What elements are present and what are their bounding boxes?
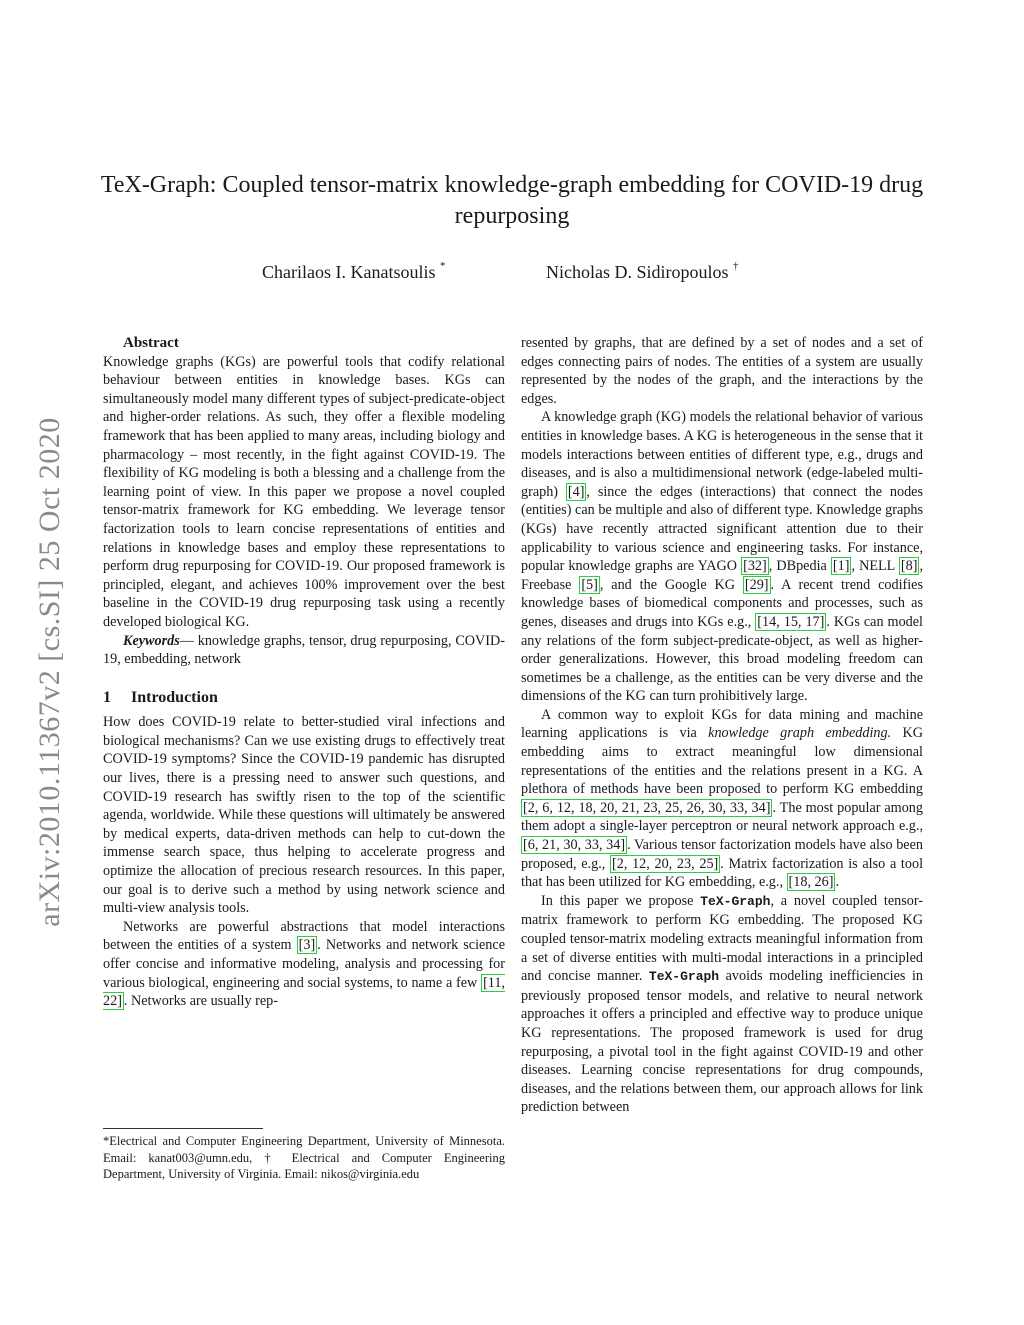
text-run: .	[835, 874, 840, 891]
text-run: In this paper we propose	[541, 892, 701, 909]
author-name: Nicholas D. Sidiropoulos	[546, 262, 729, 282]
keywords-line	[103, 632, 505, 669]
citation-link[interactable]: [32]	[743, 558, 767, 575]
text-run: . Matrix factorization is also a tool that has been utilized for KG embedding, e.g.,	[521, 855, 924, 891]
text-run: A common way to exploit KGs for data mining and machine learning applications is via	[521, 706, 923, 742]
text-run: avoids modeling inefficiencies in previously proposed tensor models, and relative to neural network approaches it offers a principled and effective way to produce unique KG representations. The proposed framework is used for drug repurposing, a pivotal tool in the fight against COVID-19 and other diseases. Learning concise representations for drug compounds, diseases, and the relations between them, our approach allows for link prediction between	[521, 968, 923, 1116]
text-run: , NELL	[851, 558, 899, 575]
text-run: , DBpedia	[768, 558, 831, 575]
arxiv-sidebar-stamp	[30, 372, 70, 972]
abstract-body: Knowledge graphs (KGs) are powerful tools that codify relational behaviour between entities in knowledge bases. KGs can simultaneously model many different types of subject-predicate-object and higher-order relations. As such, they offer a flexible modeling framework that has been applied to many areas, including biology and pharmacology – most recently, in the fight against COVID-19. The flexibility of KG modeling is both a blessing and a challenge from the learning point of view. In this paper we propose a novel coupled tensor-matrix framework for KG embedding. We leverage tensor factorization tools to learn concise representations of entities and relations in knowledge bases and employ these representations to perform drug repurposing for COVID-19. Our proposed framework is principled, elegant, and achieves 100% improvement over the best baseline in the COVID-19 drug repurposing task using a recently developed biological KG.	[103, 353, 505, 630]
text-run: , Freebase	[521, 558, 923, 593]
text-run: Networks are powerful abstractions that model interactions between the entities of a system	[103, 918, 505, 954]
citation-link[interactable]: [18, 26]	[788, 874, 834, 891]
citation-link[interactable]: [29]	[744, 576, 769, 593]
text-run: . Networks are usually rep-	[123, 993, 278, 1010]
affiliation-footnote	[103, 1128, 505, 1183]
author-2	[546, 262, 739, 283]
citation-link[interactable]: [4]	[567, 483, 585, 500]
text-run: KG embedding aims to extract meaningful low dimensional representations of the entities and the relations present in a KG. A plethora of methods have been proposed to perform KG embedding	[521, 725, 923, 798]
author-affiliation-mark: †	[733, 260, 739, 272]
text-run: . A recent trend codifies knowledge bases of biomedical components and processes, such as genes, diseases and drugs into KGs e.g.,	[521, 576, 923, 630]
section-heading-introduction	[103, 689, 505, 708]
right-column	[521, 334, 923, 1117]
citation-link[interactable]: [2, 12, 20, 23, 25]	[612, 855, 719, 872]
emphasis-text: knowledge graph embedding.	[708, 725, 892, 742]
keywords-text: — knowledge graphs, tensor, drug repurposing, COVID-19, embedding, network	[103, 632, 505, 668]
method-name: TeX-Graph	[648, 969, 720, 985]
citation-link[interactable]: [5]	[581, 576, 598, 593]
text-run: . KGs can model any relations of the form subject-predicate-object, as well as higher-order generalizations. However, this broad modeling freedom can sometimes be a challenge, as the entities can be very diverse and the dimensions of the KG can turn prohibitively large.	[521, 613, 923, 705]
citation-link[interactable]: [14, 15, 17]	[757, 613, 825, 630]
left-column	[103, 334, 505, 1011]
citation-link[interactable]: [6, 21, 30, 33, 34]	[523, 837, 626, 854]
right-paragraph-4	[521, 892, 923, 1117]
paper-title: TeX-Graph: Coupled tensor-matrix knowledge-graph embedding for COVID-19 drug repurposing	[100, 172, 924, 229]
text-run: . Various tensor factorization models have also been proposed, e.g.,	[521, 837, 923, 872]
arxiv-identifier: arXiv:2010.11367v2 [cs.SI] 25 Oct 2020	[33, 417, 66, 927]
citation-link[interactable]: [11, 22]	[103, 974, 505, 1010]
right-paragraph-1: resented by graphs, that are defined by a set of nodes and a set of edges connecting pairs of nodes. The entities of a system are usually represented by the nodes of the graph, and the interactions by the edges.	[521, 335, 923, 407]
text-run: . The most popular among them adopt a single-layer perceptron or neural network approach e.g.,	[521, 799, 923, 835]
citation-link[interactable]: [8]	[900, 558, 918, 575]
text-run: , and the Google KG	[599, 576, 743, 593]
intro-paragraph-2	[103, 918, 505, 1011]
citation-link[interactable]: [1]	[832, 558, 850, 575]
citation-link[interactable]: [3]	[298, 937, 316, 954]
text-run: . Networks and network science offer concise and informative modeling, analysis and processing for various biological, engineering and social systems, to name a few	[103, 937, 505, 991]
text-run: A knowledge graph (KG) models the relational behavior of various entities in knowledge bases. A KG is heterogeneous in the sense that it models interactions between entities of different type, e.g., drugs and diseases, and is also a multidimensional network (edge-labeled multi-graph)	[521, 409, 923, 500]
section-number: 1	[103, 688, 111, 706]
right-paragraph-3	[521, 706, 923, 892]
section-title: Introduction	[131, 688, 218, 706]
text-run: , a novel coupled tensor-matrix framework to perform KG embedding. The proposed KG coupled tensor-matrix modeling extracts meaningful information from a set of diverse entities with multi-modal interactions in a principled and concise manner.	[521, 892, 923, 985]
citation-link[interactable]: [2, 6, 12, 18, 20, 21, 23, 25, 26, 30, 33, 34]	[523, 799, 771, 816]
author-1	[262, 262, 445, 283]
footnote-rule	[103, 1128, 263, 1129]
author-affiliation-mark: *	[439, 260, 446, 272]
intro-paragraph-1: How does COVID-19 relate to better-studied viral infections and biological mechanisms? Can we use existing drugs to effectively treat COVID-19 symptoms? Since the COVID-19 pandemic has disrupted our lives, there is a pressing need to answer such questions, and COVID-19 research has swiftly risen to the top of the scientific agenda, worldwide. While these questions will ultimately be answered by medical experts, data-driven methods can help to cut-down the immense search space, thus helping to accelerate progress and optimize the allocation of precious research resources. In this paper, our goal is to derive such a method by using network science and multi-view analysis tools.	[103, 714, 505, 917]
abstract-heading: Abstract	[123, 335, 179, 351]
right-paragraph-2	[521, 408, 923, 706]
text-run: , since the edges (interactions) that connect the nodes (entities) can be multiple and also of different type. Knowledge graphs (KGs) have recently attracted significant attention due to their applicability to various science and engineering tasks. For instance, popular knowledge graphs are YAGO	[521, 483, 923, 575]
author-name: Charilaos I. Kanatsoulis	[262, 262, 436, 282]
method-name: TeX-Graph	[700, 893, 771, 909]
keywords-label: Keywords	[123, 632, 180, 649]
footnote-text: *Electrical and Computer Engineering Department, University of Minnesota. Email: kanat003@umn.edu, † Electrical and Computer Engineering Department, University of Virginia. Email: nikos@virginia.edu	[103, 1134, 505, 1181]
